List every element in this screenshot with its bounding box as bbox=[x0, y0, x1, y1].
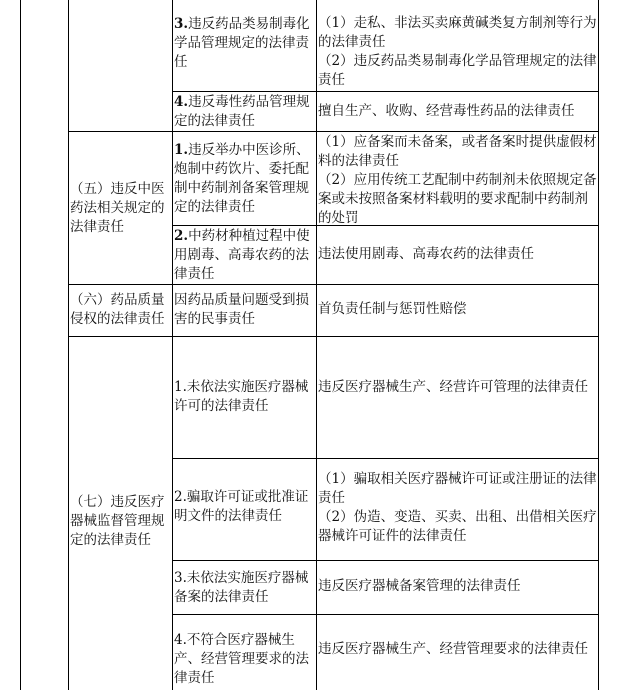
table-cell-item bbox=[174, 141, 314, 217]
table-cell-detail bbox=[318, 470, 598, 546]
table-cell-item bbox=[174, 15, 314, 72]
table-cell-detail bbox=[318, 640, 598, 659]
table-cell-item bbox=[174, 291, 314, 329]
table-cell-detail bbox=[318, 245, 598, 264]
table-border-left bbox=[20, 0, 21, 690]
item-number: 4. bbox=[174, 94, 189, 110]
item-number: 1. bbox=[174, 142, 189, 158]
detail-line: （2）伪造、变造、买卖、出租、出借相关医疗器械许可证件的法律责任 bbox=[318, 509, 597, 544]
detail-line: 违反医疗器械生产、经营管理要求的法律责任 bbox=[318, 641, 588, 657]
table-cell-detail bbox=[318, 133, 598, 228]
table-cell-category bbox=[70, 291, 171, 329]
item-name: 违反毒性药品管理规定的法律责任 bbox=[174, 94, 310, 129]
table-cell-category bbox=[70, 493, 171, 550]
detail-line: （1）应备案而未备案，或者备案时提供虚假材料的法律责任 bbox=[318, 134, 597, 169]
detail-line: 违反医疗器械生产、经营许可管理的法律责任 bbox=[318, 379, 588, 395]
table-cell-item bbox=[174, 569, 314, 607]
table-cell-category bbox=[70, 180, 171, 237]
detail-line: 首负责任制与惩罚性赔偿 bbox=[318, 301, 467, 317]
item-name: 骗取许可证或批准证明文件的法律责任 bbox=[174, 489, 309, 524]
table-cell-detail bbox=[318, 300, 598, 319]
item-name: 中药材种植过程中使用剧毒、高毒农药的法律责任 bbox=[174, 228, 310, 282]
table-cell-detail bbox=[318, 102, 598, 121]
table-border-right bbox=[598, 0, 599, 690]
item-number: 2. bbox=[174, 228, 189, 244]
category-label: （六）药品质量侵权的法律责任 bbox=[70, 292, 165, 327]
detail-line: （2）违反药品类易制毒化学品管理规定的法律责任 bbox=[318, 53, 597, 88]
detail-line: （1）骗取相关医疗器械许可证或注册证的法律责任 bbox=[318, 471, 597, 506]
item-name: 未依法实施医疗器械许可的法律责任 bbox=[174, 379, 309, 414]
table-cell-item bbox=[174, 631, 314, 688]
detail-line: 违法使用剧毒、高毒农药的法律责任 bbox=[318, 246, 534, 262]
item-name: 违反举办中医诊所、炮制中药饮片、委托配制中药制剂备案管理规定的法律责任 bbox=[174, 142, 310, 215]
column-divider bbox=[316, 0, 317, 690]
table-cell-item bbox=[174, 93, 314, 131]
table-cell-detail bbox=[318, 14, 598, 90]
detail-line: （1）走私、非法买卖麻黄碱类复方制剂等行为的法律责任 bbox=[318, 15, 597, 50]
item-name: 违反药品类易制毒化学品管理规定的法律责任 bbox=[174, 16, 310, 70]
detail-line: 违反医疗器械备案管理的法律责任 bbox=[318, 578, 521, 594]
column-divider bbox=[172, 0, 173, 690]
row-divider bbox=[172, 560, 599, 561]
item-number: 4. bbox=[174, 632, 187, 648]
row-divider bbox=[172, 458, 599, 459]
item-number: 1. bbox=[174, 379, 187, 395]
row-divider bbox=[172, 91, 599, 92]
item-name: 未依法实施医疗器械备案的法律责任 bbox=[174, 570, 309, 605]
item-number: 3. bbox=[174, 570, 187, 586]
item-name: 不符合医疗器械生产、经营管理要求的法律责任 bbox=[174, 632, 309, 686]
detail-line: 擅自生产、收购、经营毒性药品的法律责任 bbox=[318, 103, 575, 119]
item-number: 2. bbox=[174, 489, 187, 505]
row-divider bbox=[68, 336, 599, 337]
row-divider bbox=[68, 284, 599, 285]
category-label: （七）违反医疗器械监督管理规定的法律责任 bbox=[70, 494, 165, 548]
column-divider bbox=[68, 0, 69, 690]
detail-line: （2）应用传统工艺配制中药制剂未依照规定备案或未按照备案材料载明的要求配制中药制剂的处罚 bbox=[318, 172, 597, 226]
table-cell-item bbox=[174, 488, 314, 526]
row-divider bbox=[172, 614, 599, 615]
item-name: 因药品质量问题受到损害的民事责任 bbox=[174, 292, 309, 327]
item-number: 3. bbox=[174, 16, 189, 32]
category-label: （五）违反中医药法相关规定的法律责任 bbox=[70, 181, 165, 235]
table-cell-detail bbox=[318, 378, 598, 397]
row-divider bbox=[68, 131, 599, 132]
table-cell-detail bbox=[318, 577, 598, 596]
table-cell-item bbox=[174, 378, 314, 416]
table-cell-item bbox=[174, 227, 314, 284]
